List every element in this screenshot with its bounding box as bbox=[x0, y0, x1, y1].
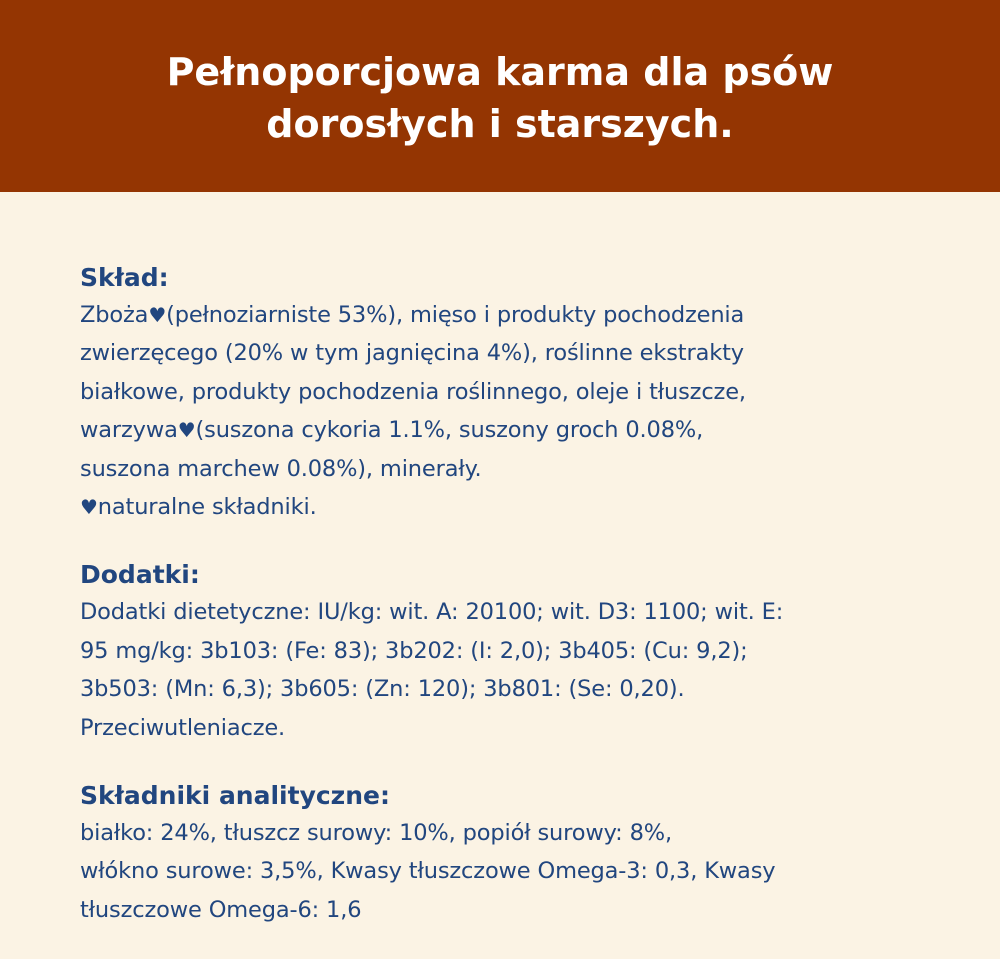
heart-icon: ♥ bbox=[177, 418, 196, 443]
heart-icon: ♥ bbox=[80, 495, 98, 520]
analityczne-title: Składniki analityczne: bbox=[80, 781, 390, 811]
section-dodatki bbox=[80, 556, 980, 747]
analityczne-line2: włókno surowe: 3,5%, Kwasy tłuszczowe Omega-3: 0,3, Kwasy bbox=[80, 858, 776, 885]
heart-icon: ♥ bbox=[148, 303, 167, 327]
section-analityczne bbox=[80, 777, 980, 929]
sklad-line6 bbox=[80, 488, 980, 526]
sklad-line5: suszona marchew 0.08%), minerały. bbox=[80, 455, 482, 482]
sklad-line2: zwierzęcego (20% w tym jagnięcina 4%), roślinne ekstrakty bbox=[80, 340, 744, 367]
header-banner bbox=[0, 0, 1000, 192]
header-title-line2: dorosłych i starszych. bbox=[266, 102, 734, 146]
dodatki-line4: Przeciwutleniacze. bbox=[80, 714, 286, 741]
dodatki-line1: Dodatki dietetyczne: IU/kg: wit. A: 20100; wit. D3: 1100; wit. E: bbox=[80, 599, 784, 626]
sklad-line4-a: warzywa bbox=[80, 417, 178, 444]
analityczne-line1: białko: 24%, tłuszcz surowy: 10%, popiół surowy: 8%, bbox=[80, 820, 672, 847]
section-sklad bbox=[80, 259, 980, 526]
dodatki-title: Dodatki: bbox=[80, 560, 200, 590]
analityczne-line3: tłuszczowe Omega-6: 1,6 bbox=[80, 896, 362, 923]
sklad-line3: białkowe, produkty pochodzenia roślinnego, oleje i tłuszcze, bbox=[80, 378, 746, 405]
sklad-title: Skład: bbox=[80, 263, 169, 292]
sklad-line4-b: (suszona cykoria 1.1%, suszony groch 0.08%, bbox=[195, 417, 704, 444]
sklad-line6-text: naturalne składniki. bbox=[97, 494, 317, 521]
sklad-line1-b: (pełnoziarniste 53%), mięso i produkty pochodzenia bbox=[166, 302, 745, 328]
sklad-line1-a: Zboża bbox=[80, 302, 149, 328]
sklad-line1 bbox=[80, 296, 980, 334]
content bbox=[80, 252, 980, 959]
sklad-line4 bbox=[80, 411, 980, 449]
header-title-line1: Pełnoporcjowa karma dla psów bbox=[166, 50, 834, 94]
dodatki-line3: 3b503: (Mn: 6,3); 3b605: (Zn: 120); 3b801: (Se: 0,20). bbox=[80, 676, 685, 703]
dodatki-line2: 95 mg/kg: 3b103: (Fe: 83); 3b202: (I: 2,0); 3b405: (Cu: 9,2); bbox=[80, 637, 748, 664]
